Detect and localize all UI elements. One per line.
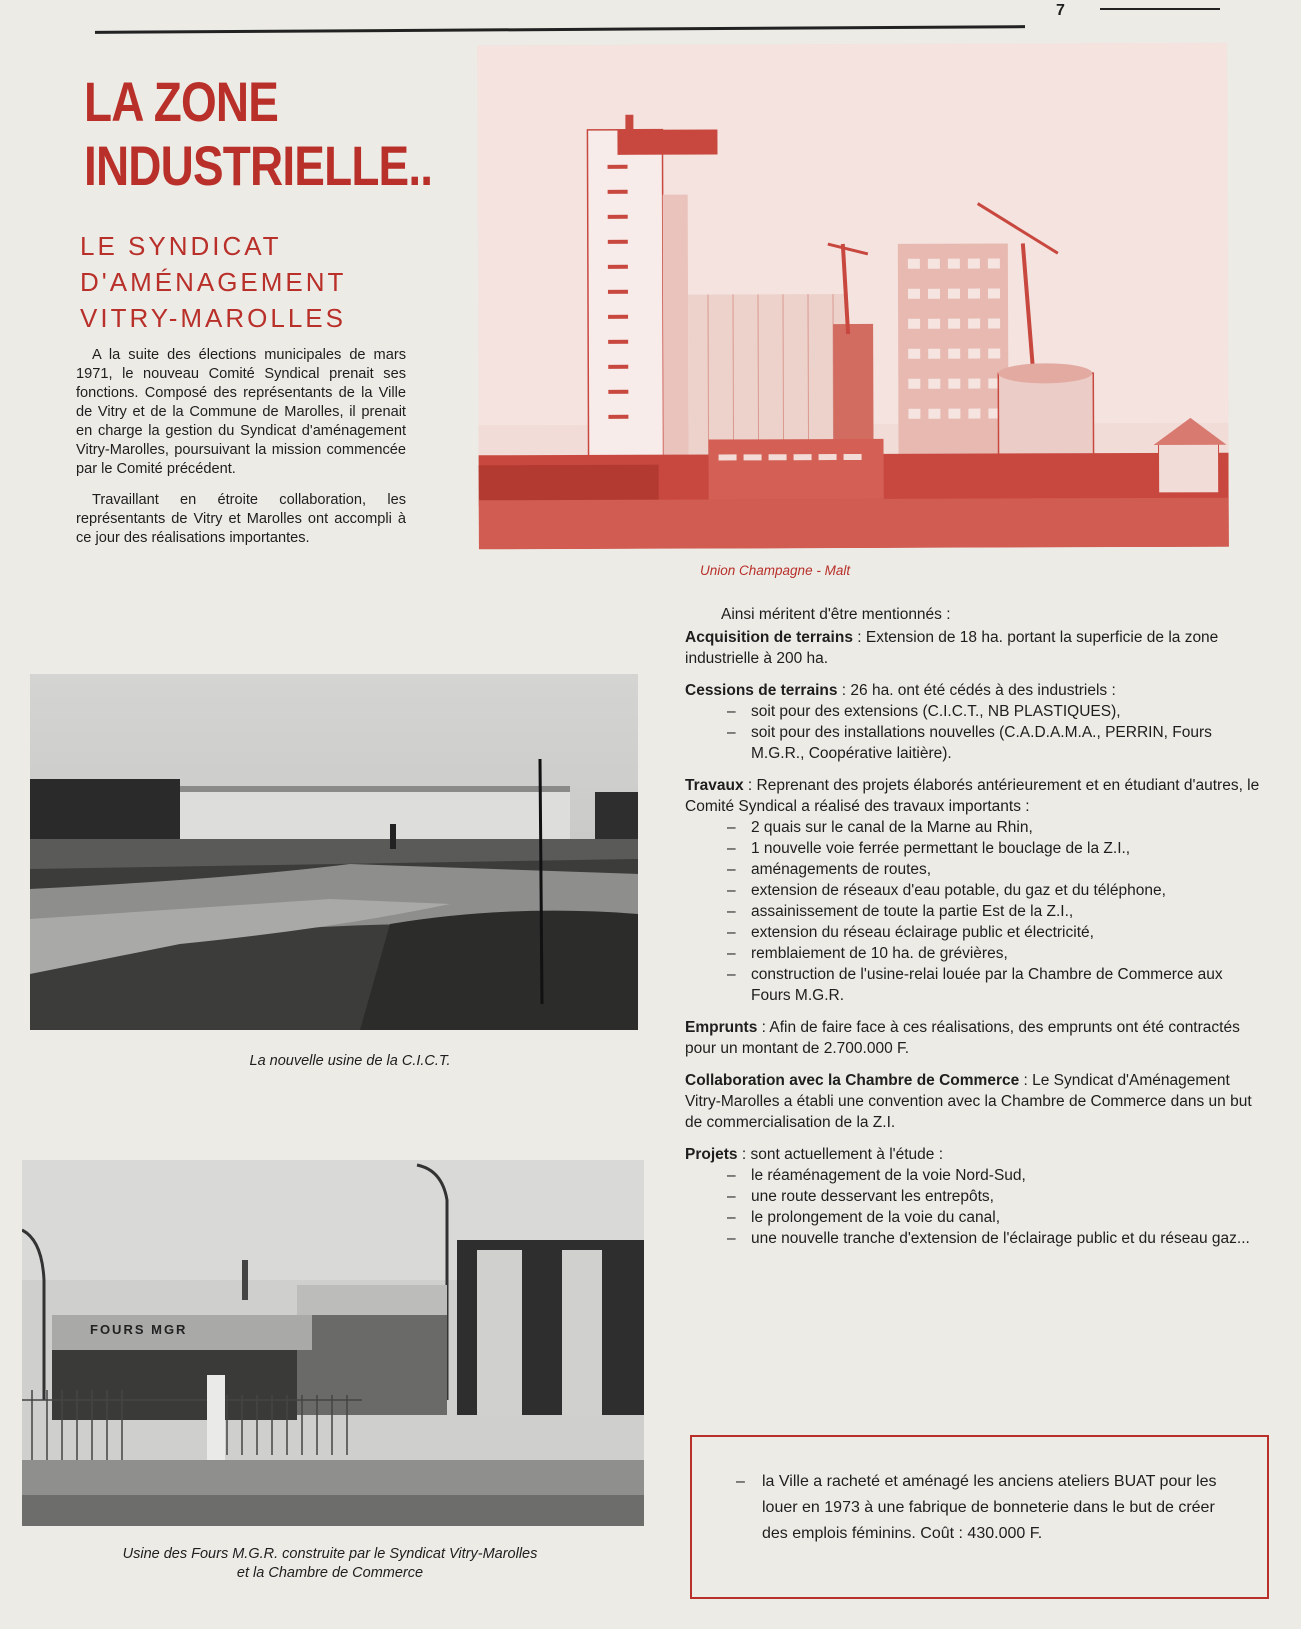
list-item: – extension de réseaux d'eau potable, du gaz et du téléphone, <box>725 880 1265 901</box>
cessions-text: : 26 ha. ont été cédés à des industriels : <box>837 682 1116 699</box>
emprunts-heading: Emprunts <box>685 1019 758 1036</box>
section-collaboration <box>685 1070 1265 1133</box>
photo-cict-factory <box>30 674 638 1030</box>
list-item: – soit pour des extensions (C.I.C.T., NB PLASTIQUES), <box>725 701 1265 722</box>
subtitle-line-1: LE SYNDICAT <box>80 231 282 261</box>
section-cessions <box>685 680 1265 764</box>
list-item: – remblaiement de 10 ha. de grévières, <box>725 943 1265 964</box>
list-item: – construction de l'usine-relai louée par la Chambre de Commerce aux Fours M.G.R. <box>725 964 1265 1006</box>
achievements-lead: Ainsi méritent d'être mentionnés : <box>721 606 951 623</box>
caption-malt: Union Champagne - Malt <box>700 563 851 578</box>
intro-paragraph-2: Travaillant en étroite collaboration, les représentants de Vitry et Marolles ont accompli à ce jour des réalisations importantes. <box>76 492 406 546</box>
caption-fours-mgr <box>40 1545 620 1583</box>
section-acquisition <box>685 627 1265 669</box>
projets-text: : sont actuellement à l'étude : <box>737 1146 944 1163</box>
acquisition-text: : Extension de 18 ha. portant la superficie de la zone industrielle à 200 ha. <box>685 629 1219 667</box>
travaux-heading: Travaux <box>685 777 744 794</box>
intro-paragraph-1: A la suite des élections municipales de mars 1971, le nouveau Comité Syndical prenait ses fonctions. Composé des représentants de la Ville de Vitry et de la Commune de Marolles, il prenait en charge la gestion du Syndicat d'aménagement Vitry-Marolles, poursuivant la mission commencée par le Comité précédent. <box>76 347 406 477</box>
list-item: – le réaménagement de la voie Nord-Sud, <box>725 1165 1265 1186</box>
page-title <box>84 70 432 198</box>
projets-list <box>685 1165 1265 1249</box>
list-item: – le prolongement de la voie du canal, <box>725 1207 1265 1228</box>
malt-factory-image <box>477 43 1229 550</box>
section-travaux <box>685 775 1265 1006</box>
projets-heading: Projets <box>685 1146 738 1163</box>
intro-text <box>76 346 406 560</box>
cessions-list <box>685 701 1265 764</box>
acquisition-heading: Acquisition de terrains <box>685 629 853 646</box>
buat-note-box <box>690 1435 1269 1599</box>
list-item: – une route desservant les entrepôts, <box>725 1186 1265 1207</box>
list-item: – extension du réseau éclairage public et électricité, <box>725 922 1265 943</box>
title-line-2: INDUSTRIELLE.. <box>84 134 433 197</box>
achievements-column <box>685 604 1265 1260</box>
fours-mgr-sign: FOURS MGR <box>90 1322 188 1337</box>
section-emprunts <box>685 1017 1265 1059</box>
buat-note-text: – la Ville a racheté et aménagé les anciens ateliers BUAT pour les louer en 1973 à une fabrique de bonneterie dans le but de créer des emplois féminins. Coût : 430.000 F. <box>736 1469 1243 1547</box>
photo-fours-mgr <box>22 1160 644 1526</box>
photo-union-champagne-malt <box>477 43 1229 550</box>
section-subtitle <box>80 228 346 336</box>
list-item: – assainissement de toute la partie Est de la Z.I., <box>725 901 1265 922</box>
section-projets <box>685 1144 1265 1249</box>
list-item: – soit pour des installations nouvelles (C.A.D.A.M.A., PERRIN, Fours M.G.R., Coopérative laitière). <box>725 722 1265 764</box>
subtitle-line-3: VITRY-MAROLLES <box>80 303 346 333</box>
collaboration-text: : Le Syndicat d'Aménagement Vitry-Marolles a établi une convention avec la Chambre de Commerce dans un but de commercialisation de la Z.I. <box>685 1072 1252 1131</box>
header-rule-right <box>1100 8 1220 10</box>
subtitle-line-2: D'AMÉNAGEMENT <box>80 267 347 297</box>
list-item: – aménagements de routes, <box>725 859 1265 880</box>
caption-cict: La nouvelle usine de la C.I.C.T. <box>249 1053 451 1069</box>
emprunts-text: : Afin de faire face à ces réalisations, des emprunts ont été contractés pour un montant de 2.700.000 F. <box>685 1019 1240 1057</box>
list-item: – 1 nouvelle voie ferrée permettant le bouclage de la Z.I., <box>725 838 1265 859</box>
fours-mgr-image <box>22 1160 644 1526</box>
caption-fours-mgr-line-1: Usine des Fours M.G.R. construite par le Syndicat Vitry-Marolles <box>122 1546 538 1562</box>
caption-fours-mgr-line-2: et la Chambre de Commerce <box>236 1565 424 1581</box>
collaboration-heading: Collaboration avec la Chambre de Commerce <box>685 1072 1020 1089</box>
cessions-heading: Cessions de terrains <box>685 682 838 699</box>
travaux-text: : Reprenant des projets élaborés antérieurement et en étudiant d'autres, le Comité Syndical a réalisé des travaux importants : <box>685 777 1260 815</box>
list-item: – 2 quais sur le canal de la Marne au Rhin, <box>725 817 1265 838</box>
page-number: 7 <box>1056 2 1065 19</box>
travaux-list <box>685 817 1265 1006</box>
title-line-1: LA ZONE <box>84 70 279 133</box>
header-rule-left <box>95 25 1025 34</box>
cict-factory-image <box>30 674 638 1030</box>
list-item: – une nouvelle tranche d'extension de l'éclairage public et du réseau gaz... <box>725 1228 1265 1249</box>
